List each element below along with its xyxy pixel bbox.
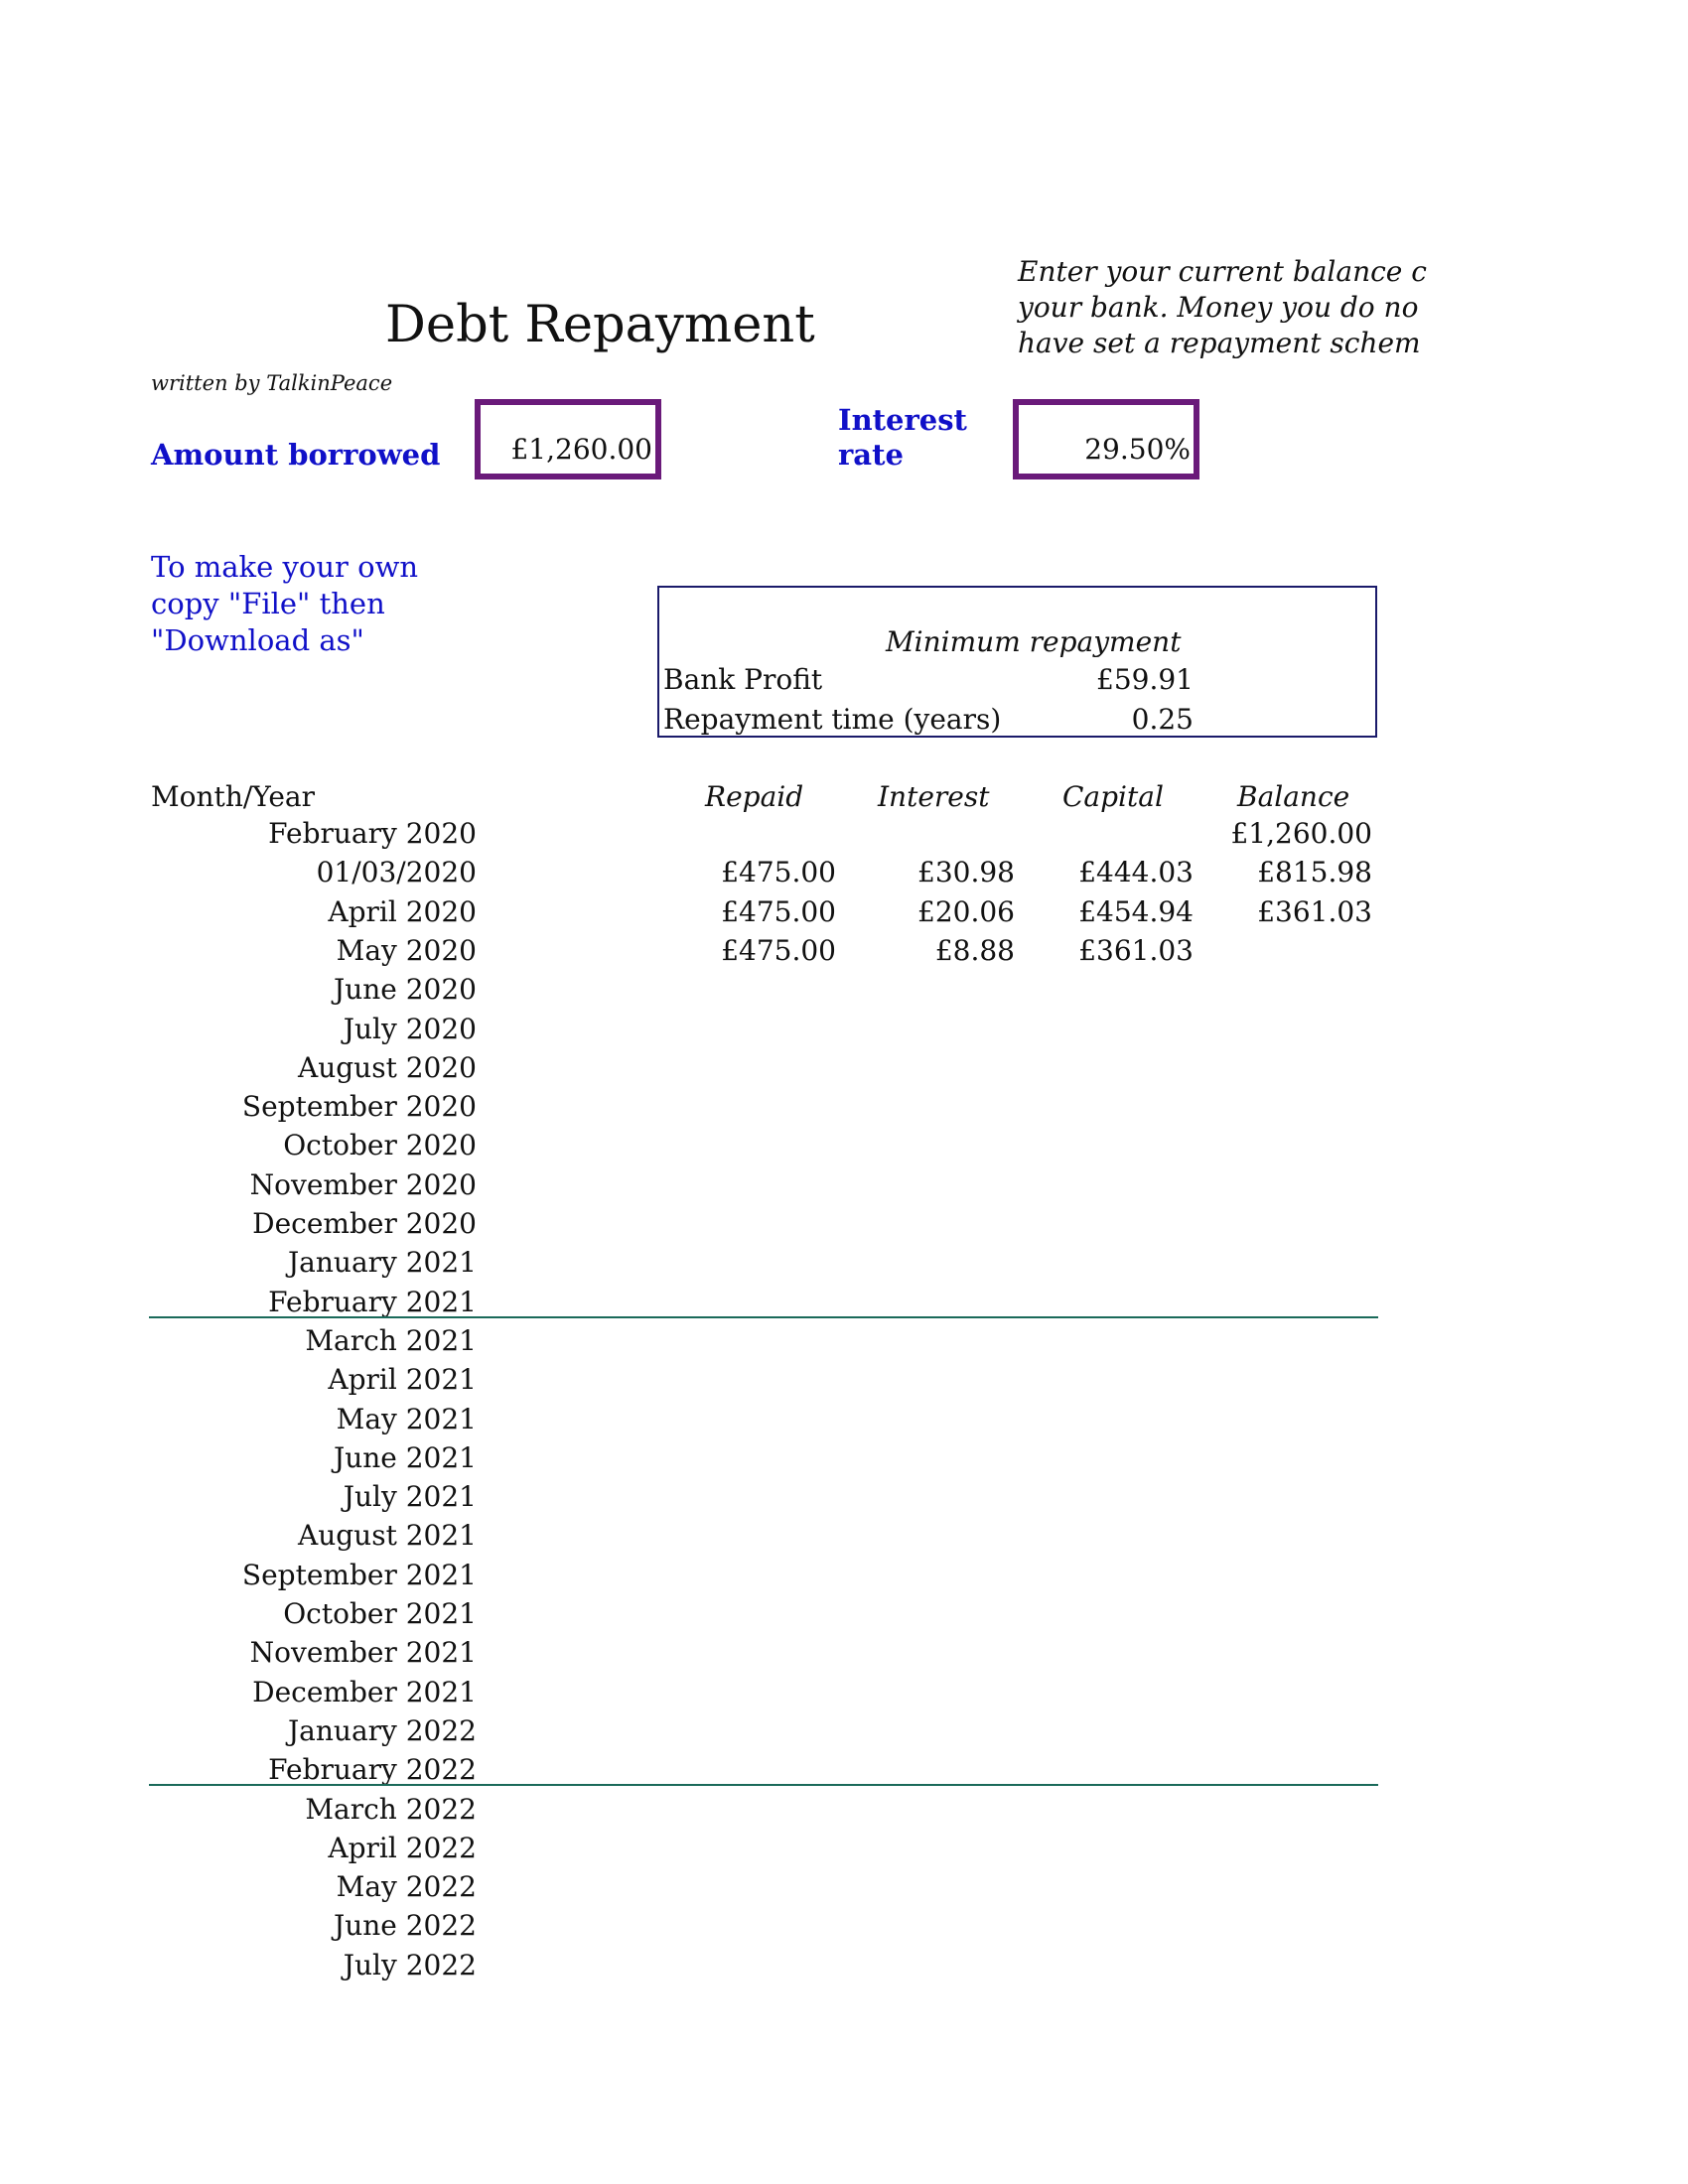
table-row — [0, 1324, 1688, 1364]
month-cell: April 2021 — [328, 1363, 477, 1397]
table-row — [0, 817, 1688, 857]
table-row — [0, 1207, 1688, 1247]
month-cell: May 2021 — [336, 1402, 477, 1435]
column-header-month: Month/Year — [151, 780, 315, 813]
month-cell: June 2020 — [333, 973, 477, 1007]
bank-profit-value: £59.91 — [1096, 663, 1194, 696]
table-row — [0, 1909, 1688, 1949]
year-divider — [149, 1316, 1378, 1318]
month-cell: August 2021 — [298, 1519, 477, 1553]
month-cell: March 2022 — [305, 1792, 477, 1826]
note-line: have set a repayment schem — [1018, 327, 1421, 359]
summary-heading: Minimum repayment — [886, 625, 1182, 658]
month-cell: May 2022 — [336, 1870, 477, 1904]
month-cell: October 2021 — [283, 1597, 477, 1630]
table-row — [0, 1870, 1688, 1910]
repaid-cell: £475.00 — [721, 933, 836, 967]
table-row — [0, 1090, 1688, 1130]
table-row — [0, 1949, 1688, 1988]
column-header-interest: Interest — [878, 780, 990, 813]
month-cell: May 2020 — [336, 933, 477, 967]
table-row — [0, 1168, 1688, 1208]
capital-cell: £361.03 — [1078, 933, 1194, 967]
table-row — [0, 856, 1688, 895]
table-row — [0, 1559, 1688, 1598]
capital-cell: £444.03 — [1078, 856, 1194, 889]
instruction-note — [1018, 254, 1427, 368]
column-header-balance: Balance — [1237, 780, 1350, 813]
month-cell: September 2020 — [241, 1090, 477, 1124]
table-row — [0, 1129, 1688, 1168]
column-header-capital: Capital — [1062, 780, 1164, 813]
interest-rate-value: 29.50% — [1084, 433, 1191, 466]
note-line: your bank. Money you do no — [1018, 291, 1419, 324]
month-cell: April 2022 — [328, 1831, 477, 1864]
table-row — [0, 934, 1688, 974]
month-cell: July 2020 — [343, 1012, 477, 1045]
table-row — [0, 1013, 1688, 1052]
repaid-cell: £475.00 — [721, 856, 836, 889]
month-cell: November 2021 — [249, 1636, 477, 1670]
interest-cell: £8.88 — [934, 933, 1015, 967]
month-cell: December 2020 — [252, 1207, 477, 1240]
table-row — [0, 1714, 1688, 1754]
table-row — [0, 1793, 1688, 1833]
interest-cell: £20.06 — [917, 894, 1015, 928]
column-header-repaid: Repaid — [705, 780, 804, 813]
table-row — [0, 1832, 1688, 1871]
repayment-time-value: 0.25 — [1131, 703, 1194, 736]
author-credit: written by TalkinPeace — [151, 371, 393, 395]
year-divider — [149, 1784, 1378, 1786]
month-cell: November 2020 — [249, 1167, 477, 1201]
interest-cell: £30.98 — [917, 856, 1015, 889]
month-cell: April 2020 — [328, 894, 477, 928]
month-cell: July 2022 — [343, 1948, 477, 1981]
bank-profit-label: Bank Profit — [663, 663, 823, 696]
month-cell: July 2021 — [343, 1480, 477, 1514]
table-row — [0, 1051, 1688, 1091]
table-row — [0, 1597, 1688, 1637]
month-cell: June 2021 — [333, 1440, 477, 1474]
table-row — [0, 1363, 1688, 1403]
month-cell: March 2021 — [305, 1323, 477, 1357]
month-cell: 01/03/2020 — [316, 856, 477, 889]
note-line: Enter your current balance c — [1018, 255, 1427, 288]
table-row — [0, 1636, 1688, 1676]
balance-cell: £361.03 — [1257, 894, 1372, 928]
amount-borrowed-label: Amount borrowed — [151, 438, 441, 472]
table-row — [0, 1403, 1688, 1442]
month-cell: October 2020 — [283, 1129, 477, 1162]
month-cell: January 2021 — [287, 1246, 477, 1280]
balance-cell: £815.98 — [1257, 856, 1372, 889]
month-cell: January 2022 — [287, 1713, 477, 1747]
table-row — [0, 1519, 1688, 1559]
month-cell: February 2020 — [268, 817, 477, 850]
interest-rate-input[interactable] — [1013, 399, 1199, 479]
table-row — [0, 1480, 1688, 1520]
month-cell: June 2022 — [333, 1909, 477, 1943]
month-cell: December 2021 — [252, 1675, 477, 1708]
page-title: Debt Repayment — [385, 296, 815, 354]
month-cell: February 2022 — [268, 1753, 477, 1787]
table-row — [0, 895, 1688, 935]
repaid-cell: £475.00 — [721, 894, 836, 928]
capital-cell: £454.94 — [1078, 894, 1194, 928]
interest-rate-label: Interest rate — [838, 403, 967, 472]
balance-cell: £1,260.00 — [1230, 817, 1372, 850]
table-row — [0, 1441, 1688, 1481]
amount-borrowed-value: £1,260.00 — [510, 433, 652, 466]
table-row — [0, 973, 1688, 1013]
month-cell: September 2021 — [241, 1558, 477, 1591]
amount-borrowed-input[interactable] — [475, 399, 661, 479]
table-row — [0, 1676, 1688, 1715]
table-row — [0, 1246, 1688, 1286]
copy-instructions: To make your own copy "File" then "Download as" — [151, 550, 419, 657]
table-row — [0, 1286, 1688, 1325]
table-row — [0, 1753, 1688, 1793]
month-cell: August 2020 — [298, 1050, 477, 1084]
summary-box — [657, 586, 1377, 738]
repayment-time-label: Repayment time (years) — [663, 703, 1002, 736]
month-cell: February 2021 — [268, 1285, 477, 1318]
